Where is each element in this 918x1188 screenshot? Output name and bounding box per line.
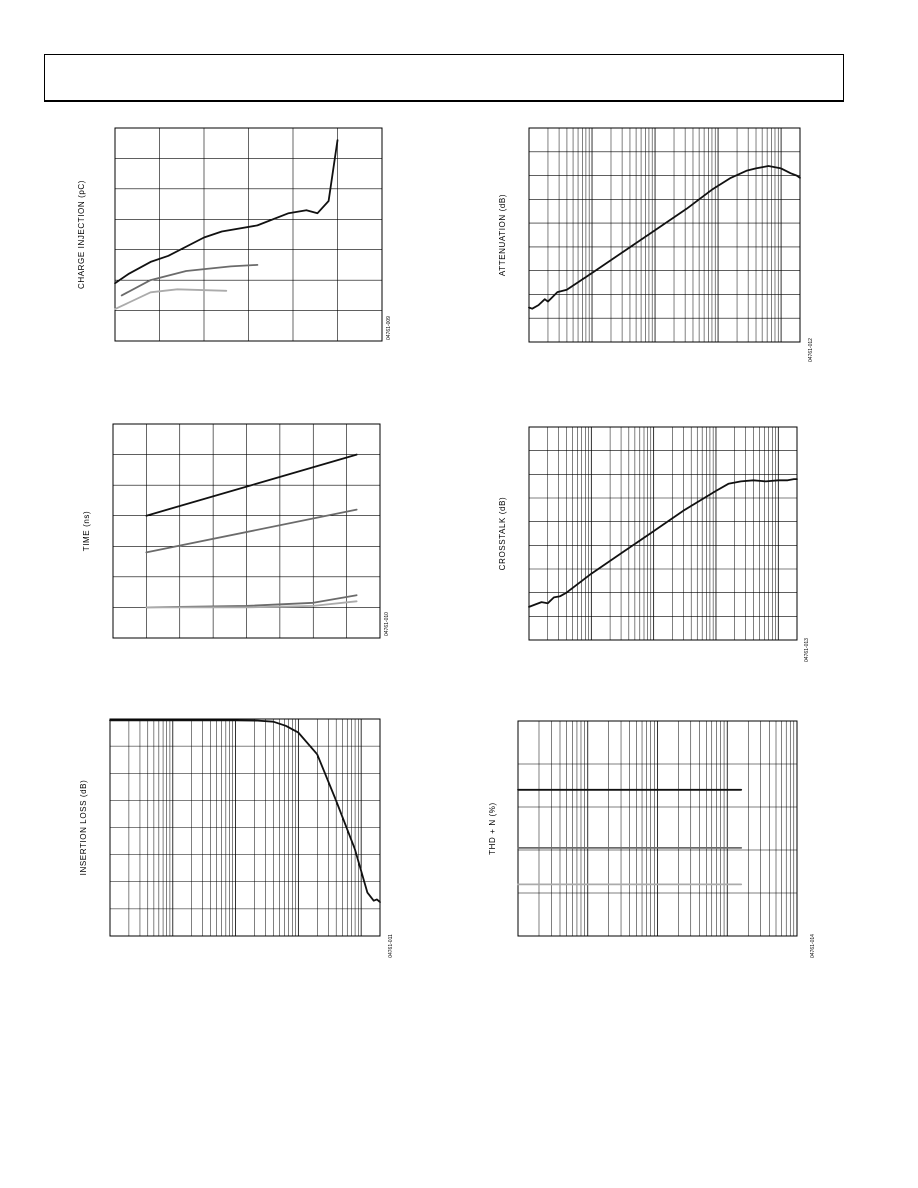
figure-id: 04761-010 bbox=[384, 612, 390, 636]
chart-crosstalk bbox=[498, 427, 810, 662]
figure-id: 04761-011 bbox=[388, 934, 394, 958]
figure-id: 04761-014 bbox=[810, 934, 816, 958]
figure-id: 04761-012 bbox=[808, 338, 814, 362]
y-axis-label: CROSSTALK (dB) bbox=[498, 496, 507, 571]
chart-attenuation bbox=[498, 128, 814, 362]
series-line-0 bbox=[529, 166, 800, 309]
figure-id: 04761-013 bbox=[804, 638, 810, 662]
y-axis-label: CHARGE INJECTION (pC) bbox=[77, 179, 86, 290]
y-axis-label: THD + N (%) bbox=[488, 802, 497, 855]
y-axis-label: ATTENUATION (dB) bbox=[498, 193, 507, 277]
series-line-2 bbox=[115, 289, 226, 309]
plot-frame bbox=[529, 128, 800, 342]
chart-thd bbox=[488, 721, 816, 958]
y-axis-label: TIME (ns) bbox=[82, 510, 91, 552]
chart-charge bbox=[77, 128, 392, 341]
series-line-1 bbox=[146, 510, 356, 553]
y-axis-label: INSERTION LOSS (dB) bbox=[79, 779, 88, 876]
chart-time bbox=[82, 424, 390, 638]
series-line-0 bbox=[110, 720, 380, 902]
series-line-0 bbox=[115, 140, 338, 283]
plot-frame bbox=[529, 427, 797, 640]
figure-id: 04761-009 bbox=[386, 316, 392, 340]
chart-insertion bbox=[79, 719, 394, 958]
series-line-2 bbox=[146, 595, 356, 607]
